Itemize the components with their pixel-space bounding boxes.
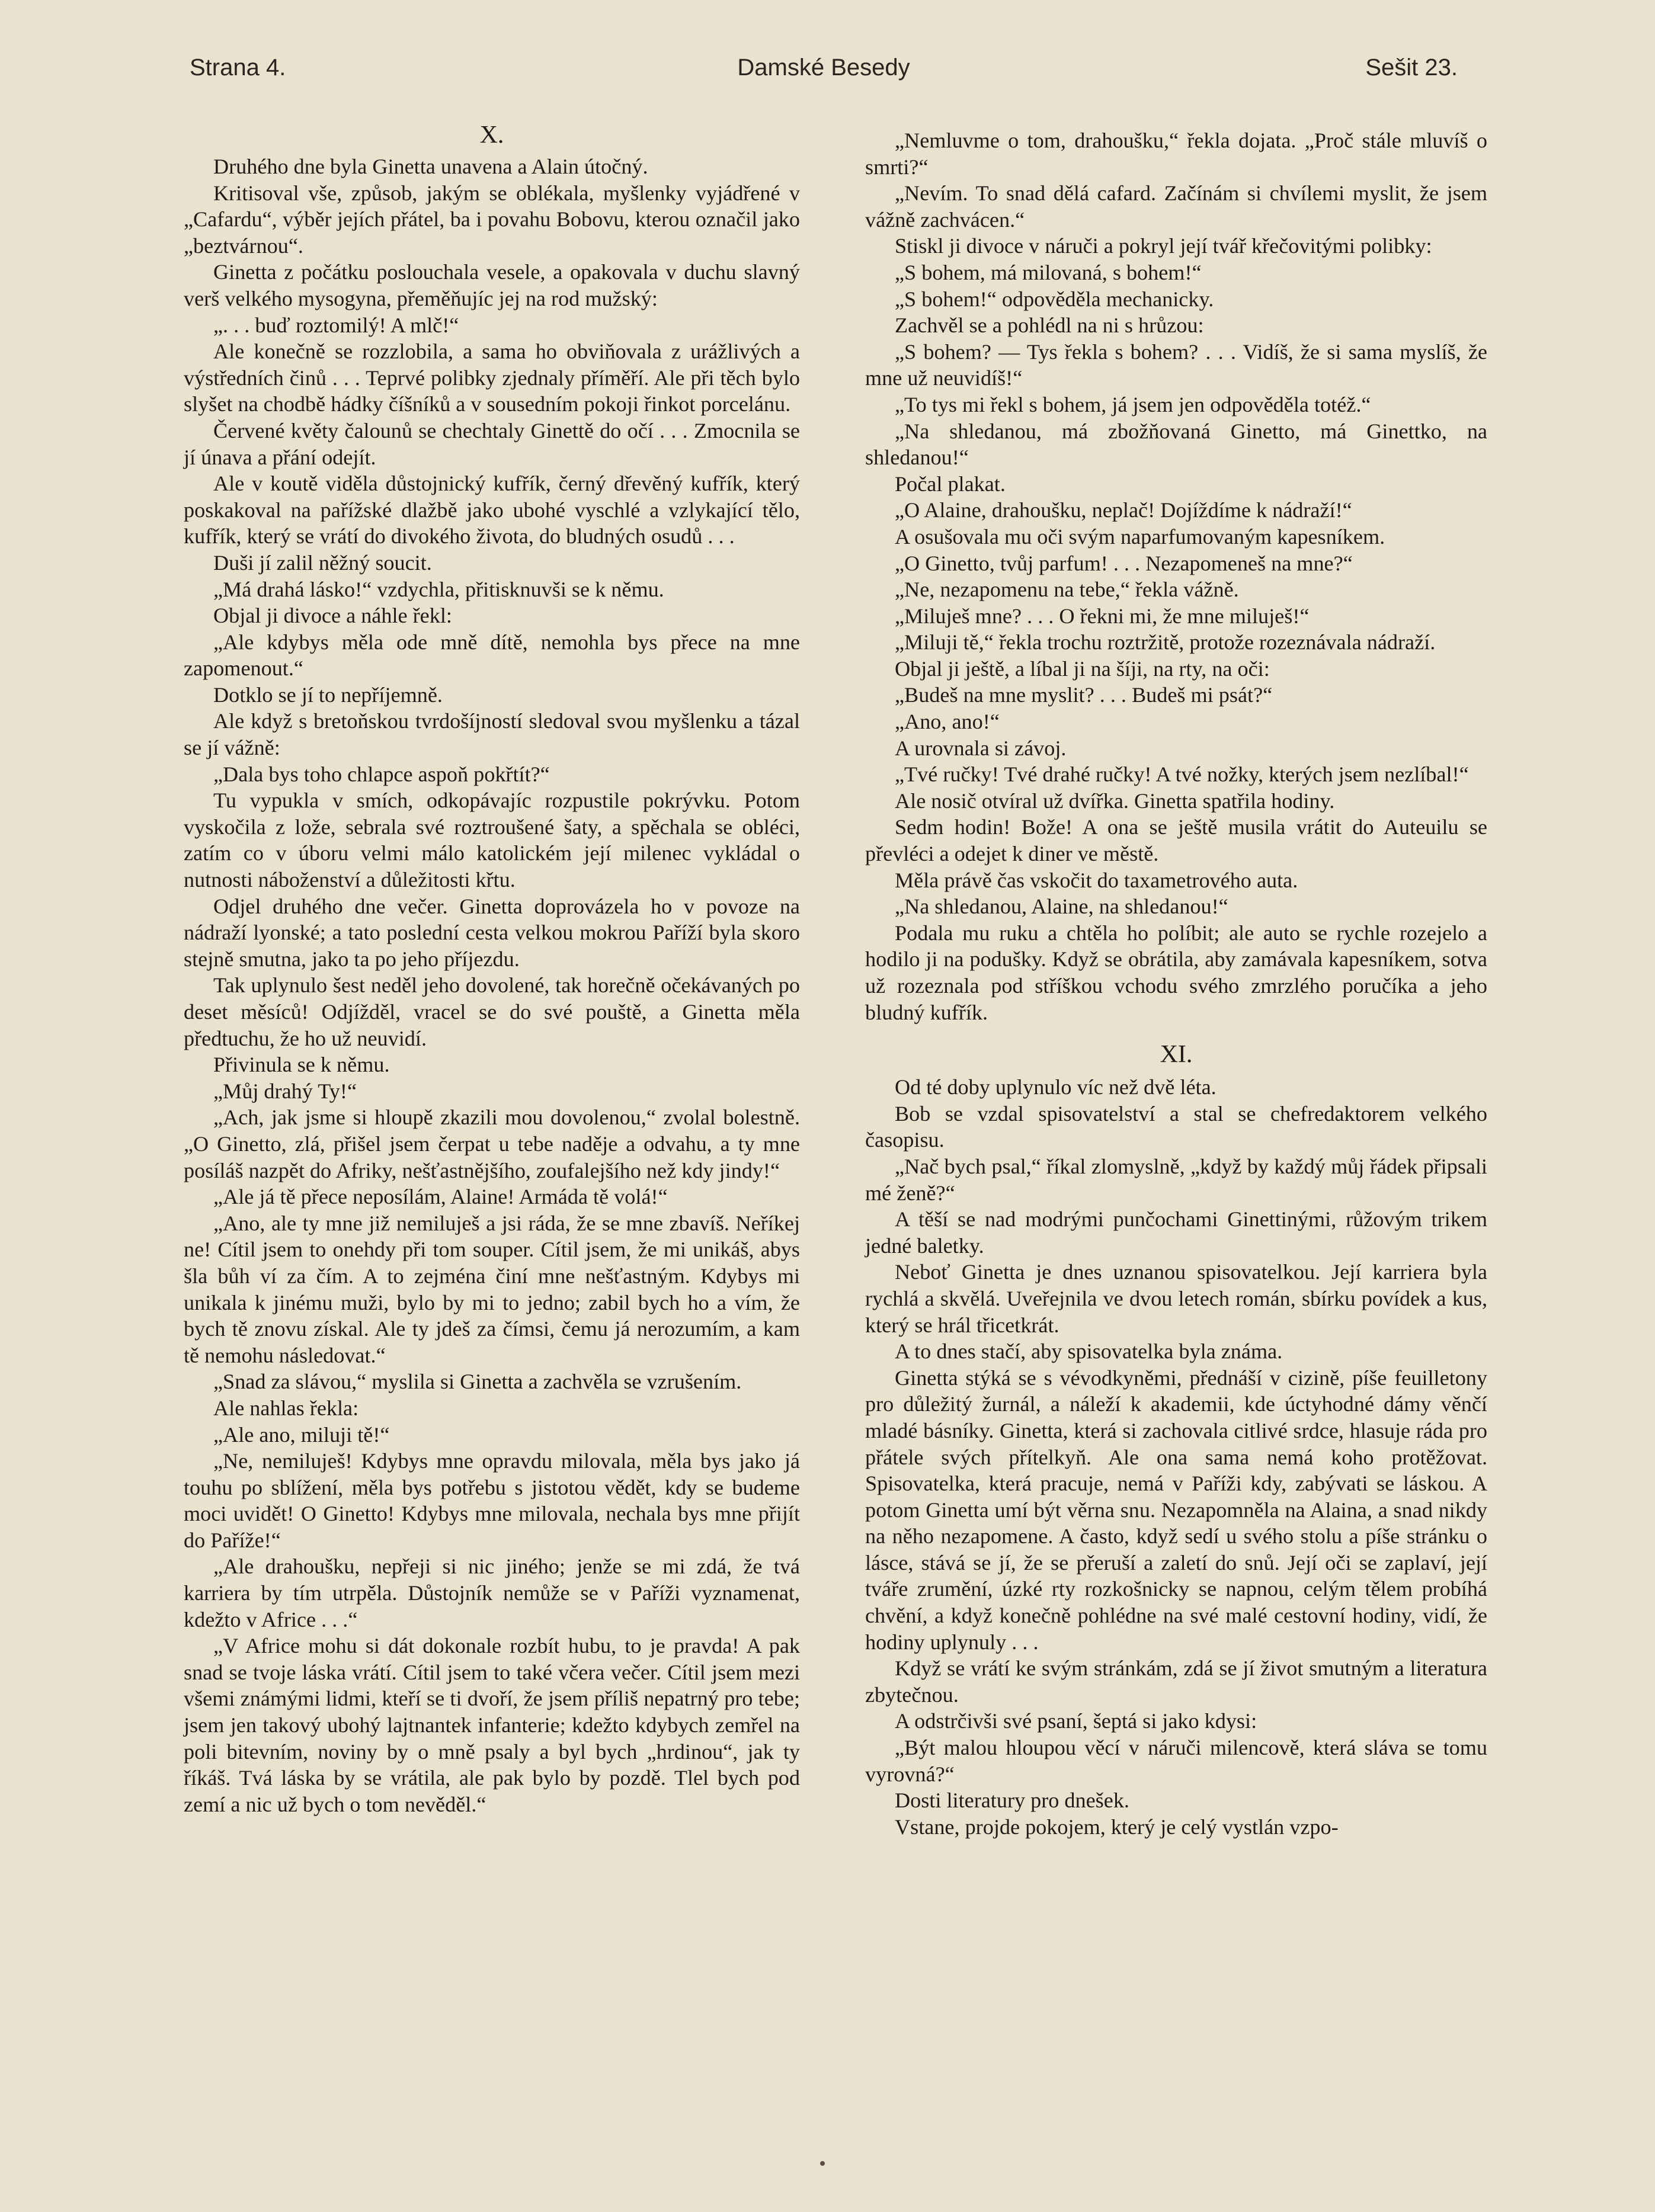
paragraph: A urovnala si závoj. [895, 736, 1067, 760]
paragraph: A osušovala mu oči svým naparfumovaným kapesníkem. [895, 524, 1385, 549]
magazine-title: Damské Besedy [737, 55, 910, 81]
paragraph: Ale nahlas řekla: [213, 1396, 359, 1420]
paragraph: Podala mu ruku a chtěla ho políbit; ale auto se rychle rozejelo a hodilo ji na podušky. Když se obrátila, aby zamávala kapesníkem, sotva už rozeznala pod stříškou vchodu svého zmrzlého poručíka a jeho bludný kufřík. [865, 921, 1487, 1024]
paragraph: Měla právě čas vskočit do taxametrového auta. [895, 868, 1298, 892]
paragraph: A těší se nad modrými punčochami Ginettinými, růžovým trikem jedné baletky. [865, 1207, 1487, 1258]
paragraph: Objal ji ještě, a líbal ji na šíji, na rty, na oči: [895, 656, 1270, 681]
paragraph: Stiskl ji divoce v náruči a pokryl její tvář křečovitými polibky: [895, 234, 1432, 258]
paragraph: „S bohem!“ odpověděla mechanicky. [895, 287, 1214, 311]
paragraph: Zachvěl se a pohlédl na ni s hrůzou: [895, 313, 1204, 338]
paragraph: „Budeš na mne myslit? . . . Budeš mi psát?“ [895, 683, 1273, 707]
paragraph: „Na shledanou, Alaine, na shledanou!“ [895, 895, 1228, 919]
paragraph: „O Alaine, drahoušku, neplač! Dojíždíme k nádraží!“ [895, 498, 1352, 522]
paragraph: Sedm hodin! Bože! A ona se ještě musila vrátit do Auteuilu se převléci a odejet k diner ve městě. [865, 815, 1487, 866]
paragraph: „Ale ano, miluji tě!“ [213, 1422, 390, 1447]
issue-number: Sešit 23. [1365, 55, 1458, 81]
paragraph: Ale konečně se rozzlobila, a sama ho obviňovala z urážlivých a výstředních činů . . . Teprvé polibky zjednaly příměří. Ale při těch bylo slyšet na chodbě hádky číšníků a v sousedním pokoji řinkot porcelánu. [184, 339, 800, 416]
paragraph: Ale nosič otvíral už dvířka. Ginetta spatřila hodiny. [895, 788, 1335, 813]
paragraph: Ale když s bretoňskou tvrdošíjností sledoval svou myšlenku a tázal se jí vážně: [184, 709, 800, 760]
paragraph: Dotklo se jí to nepříjemně. [213, 682, 443, 707]
paragraph: A odstrčivši své psaní, šeptá si jako kdysi: [895, 1709, 1257, 1733]
paragraph: Bob se vzdal spisovatelství a stal se chefredaktorem velkého časopisu. [865, 1101, 1487, 1152]
paragraph: Červené květy čalounů se chechtaly Ginettě do očí . . . Zmocnila se jí únava a přání odejít. [184, 418, 800, 469]
paragraph: „Můj drahý Ty!“ [213, 1079, 357, 1103]
paragraph: Ale v koutě viděla důstojnický kufřík, černý dřevěný kufřík, který poskakoval na pařížské dlažbě jako ubohé vyschlé a vzlykající tělo, kufřík, který se vrátí do divokého života, do bludných osudů . . . [184, 472, 800, 549]
paragraph: Tu vypukla v smích, odkopávajíc rozpustile pokrývku. Potom vyskočila z lože, sebrala své roztroušené šaty, a spěchala se obléci, zatím co v úboru velmi málo katolickém její milenec vykládal o nutnosti náboženství a důležitosti křtu. [184, 788, 800, 892]
footer-dot [820, 2161, 825, 2166]
paragraph: Od té doby uplynulo víc než dvě léta. [895, 1075, 1217, 1099]
page-header [184, 55, 1464, 90]
paragraph: „Nevím. To snad dělá cafard. Začínám si chvílemi myslit, že jsem vážně zachvácen.“ [865, 181, 1487, 232]
paragraph: Ginetta stýká se s vévodkyněmi, přednáší v cizině, píše feuilletony pro důležitý žurnál, a náleží k akademii, kde úctyhodné dámy věnčí mladé básníky. Ginetta, která si zachovala citlivé srdce, hlasuje ráda pro přátele svých přítelkyň. Ale ona sama nemá koho protěžovat. Spisovatelka, která pracuje, nemá v Paříži kdy, zabývati se láskou. A potom Ginetta umí být věrna snu. Nezapomněla na Alaina, a snad nikdy na něho nezapomene. A často, když sedí u svého stolu a píše stránku o lásce, stává se jí, že se přeruší a zaletí do snů. Její oči se zaplaví, její tváře zrumění, úzké rty rozkošnicky se napnou, celým tělem probíhá chvění, a když konečně pohlédne na své malé cestovní hodiny, vidí, že hodiny uplynuly . . . [865, 1365, 1487, 1654]
chapter-title-x: X. [479, 121, 504, 149]
paragraph: „Ne, nemiluješ! Kdybys mne opravdu milovala, měla bys jako já touhu po sblížení, měla bys potřebu s jistotou vědět, kdy se budeme moci uvidět! O Ginetto! Kdybys mne milovala, nechala bys mne přijít do Paříže!“ [184, 1449, 800, 1552]
paragraph: Počal plakat. [895, 472, 1006, 496]
paragraph: „Na shledanou, má zbožňovaná Ginetto, má Ginettko, na shledanou!“ [865, 419, 1487, 470]
paragraph: Objal ji divoce a náhle řekl: [213, 604, 452, 628]
paragraph: „Snad za slávou,“ myslila si Ginetta a zachvěla se vzrušením. [213, 1370, 742, 1394]
paragraph: Dosti literatury pro dnešek. [895, 1788, 1129, 1813]
paragraph: Odjel druhého dne večer. Ginetta doprovázela ho v povoze na nádraží lyonské; a tato poslední cesta velkou mokrou Paříží byla skoro stejně smutna, jako ta po jeho příjezdu. [184, 894, 800, 971]
paragraph: Ginetta z počátku poslouchala vesele, a opakovala v duchu slavný verš velkého mysogyna, přeměňujíc jej na rod mužský: [184, 260, 800, 310]
paragraph: Druhého dne byla Ginetta unavena a Alain útočný. [213, 155, 648, 178]
paragraph: „Ale já tě přece neposílám, Alaine! Armáda tě volá!“ [213, 1185, 668, 1209]
paragraph: „Ne, nezapomenu na tebe,“ řekla vážně. [895, 578, 1239, 602]
paragraph: „Nemluvme o tom, drahoušku,“ řekla dojata. „Proč stále mluvíš o smrti?“ [865, 129, 1487, 179]
left-column-text [184, 153, 800, 1817]
paragraph: „V Africe mohu si dát dokonale rozbít hubu, to je pravda! A pak snad se tvoje láska vrátí. Cítil jsem to také včera večer. Cítil jsem mezi všemi známými lidmi, kteří se ti dvoří, že jsem příliš nepatrný pro tebe; jsem jen takový ubohý lajtnantek infanterie; kdežto kdybych zemřel na poli bitevním, noviny by o mně psaly a byl bych „hrdinou“, jak ty říkáš. Tvá láska by se vrátila, ale pak bylo by pozdě. Tlel bych pod zemí a nic už bych o tom nevěděl.“ [184, 1634, 800, 1816]
paragraph: „Ach, jak jsme si hloupě zkazili mou dovolenou,“ zvolal bolestně. „O Ginetto, zlá, přišel jsem čerpat u tebe naděje a odvahu, a ty mne posíláš nazpět do Afriky, nešťastnějšího, zoufalejšího než kdy jindy!“ [184, 1105, 800, 1182]
left-column [184, 121, 800, 1817]
paragraph: „Ano, ale ty mne již nemiluješ a jsi ráda, že se mne zbavíš. Neříkej ne! Cítil jsem to onehdy při tom souper. Cítil jsem, že mi unikáš, abys šla bůh ví za čím. A to zejména činí mne nešťastným. Kdybys mi unikala k jinému muži, bylo by mi to jedno; zabil bych ho a vím, že bych tě znovu získal. Ale ty jdeš za čímsi, čemu já nerozumím, a kam tě nemohu následovat.“ [184, 1211, 800, 1367]
paragraph: Vstane, projde pokojem, který je celý vystlán vzpo- [895, 1815, 1339, 1839]
paragraph: „Miluješ mne? . . . O řekni mi, že mne miluješ!“ [895, 604, 1310, 628]
paragraph: „Dala bys toho chlapce aspoň pokřtít?“ [213, 762, 550, 786]
paragraph: „Tvé ručky! Tvé drahé ručky! A tvé nožky, kterých jsem nezlíbal!“ [895, 762, 1469, 787]
paragraph: Když se vrátí ke svým stránkám, zdá se jí život smutným a literatura zbytečnou. [865, 1656, 1487, 1707]
paragraph: Přivinula se k němu. [213, 1053, 390, 1077]
paragraph: Kritisoval vše, způsob, jakým se oblékala, myšlenky vyjádřené v „Cafardu“, výběr jejích přátel, ba i povahu Bobovu, kterou označil jako „beztvárnou“. [184, 181, 800, 258]
paragraph: „Ale kdybys měla ode mně dítě, nemohla bys přece na mne zapomenout.“ [184, 630, 800, 681]
paragraph: „Ano, ano!“ [895, 710, 1000, 734]
paragraph: Neboť Ginetta je dnes uznanou spisovatelkou. Její karriera byla rychlá a skvělá. Uveřejnila ve dvou letech román, sbírku povídek a kus, který se hrál třicetkrát. [865, 1260, 1487, 1337]
paragraph: „O Ginetto, tvůj parfum! . . . Nezapomeneš na mne?“ [895, 551, 1353, 575]
paragraph: „S bohem, má milovaná, s bohem!“ [895, 260, 1202, 284]
right-column [865, 127, 1487, 1840]
right-column-text-x [865, 127, 1487, 1025]
paragraph: „Ale drahoušku, nepřeji si nic jiného; jenže se mi zdá, že tvá karriera by tím utrpěla. Důstojník nemůže se v Paříži vyznamenat, kdežto v Africe . . .“ [184, 1554, 800, 1631]
paragraph: Tak uplynulo šest neděl jeho dovolené, tak horečně očekávaných po deset měsíců! Odjížděl, vracel se do své pouště, a Ginetta měla předtuchu, že ho už neuvidí. [184, 973, 800, 1050]
paragraph: „Nač bych psal,“ říkal zlomyslně, „když by každý můj řádek připsali mé ženě?“ [865, 1154, 1487, 1205]
right-column-text-xi [865, 1074, 1487, 1840]
chapter-title-xi: XI. [1160, 1041, 1193, 1069]
paragraph: „To tys mi řekl s bohem, já jsem jen odpověděla totéž.“ [895, 392, 1371, 416]
paragraph: „S bohem? — Tys řekla s bohem? . . . Vidíš, že si sama myslíš, že mne už neuvidíš!“ [865, 339, 1487, 390]
page-number: Strana 4. [190, 55, 286, 81]
paragraph: „Miluji tě,“ řekla trochu roztržitě, protože rozeznávala nádraží. [895, 630, 1436, 655]
paragraph: Duši jí zalil něžný soucit. [213, 550, 432, 575]
paragraph: „. . . buď roztomilý! A mlč!“ [213, 313, 459, 337]
paragraph: A to dnes stačí, aby spisovatelka byla známa. [895, 1339, 1283, 1364]
paragraph: „Být malou hloupou věcí v náruči milencově, která sláva se tomu vyrovná?“ [865, 1736, 1487, 1786]
paragraph: „Má drahá lásko!“ vzdychla, přitisknuvši se k němu. [213, 577, 664, 601]
